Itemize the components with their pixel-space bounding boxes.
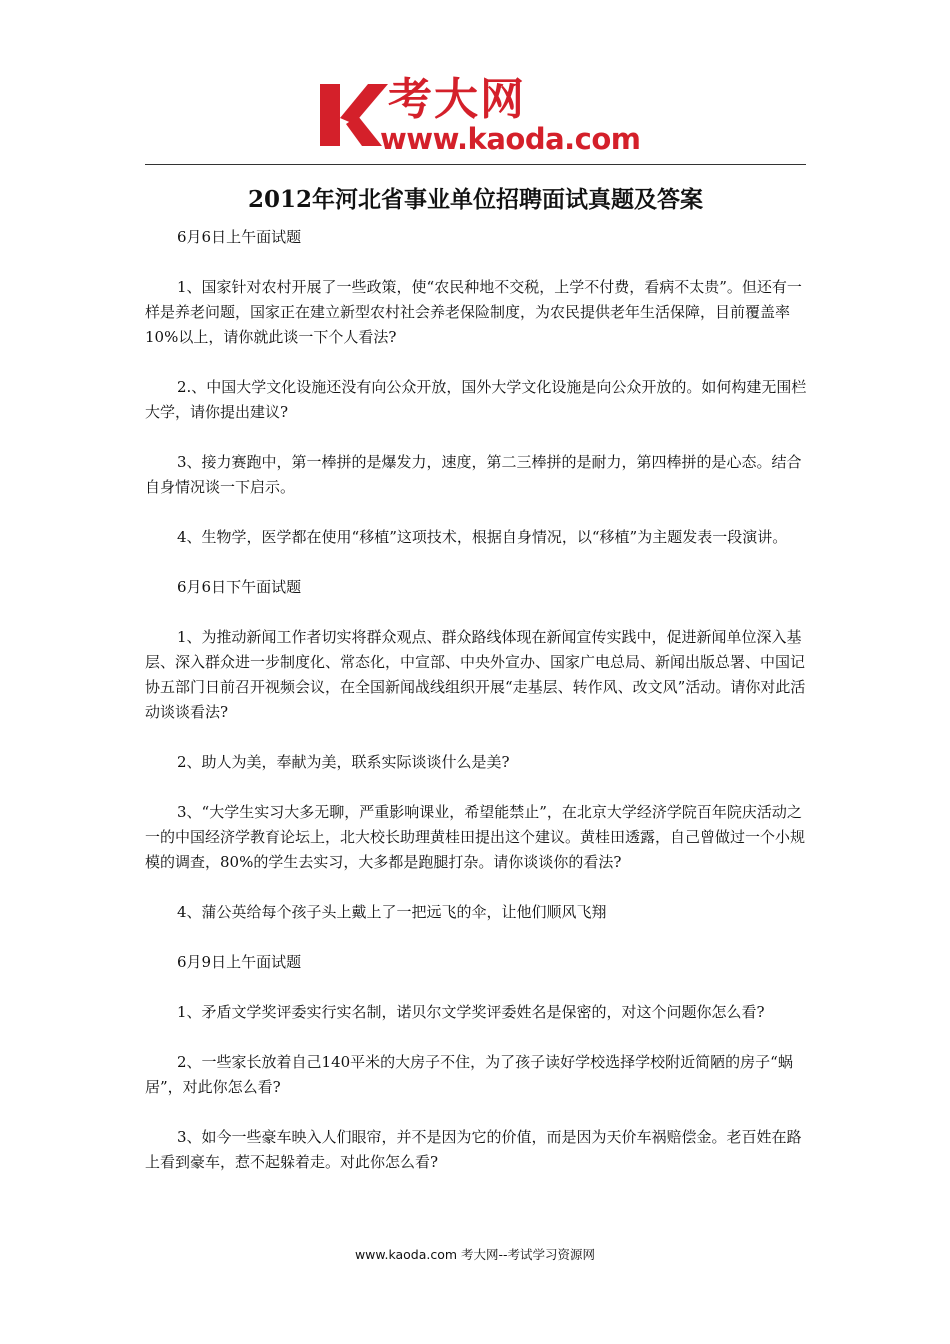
page-footer: www.kaoda.com 考大网--考试学习资源网	[354, 1247, 596, 1262]
question-paragraph: 3、“大学生实习大多无聊，严重影响课业，希望能禁止”，在北京大学经济学院百年院庆活动之一的中国经济学教育论坛上，北大校长助理黄桂田提出这个建议。黄桂田透露，自己曾做过一个小规模的调查，80%的学生去实习，大多都是跑腿打杂。请你谈谈你的看法?	[145, 803, 806, 871]
question-paragraph: 1、为推动新闻工作者切实将群众观点、群众路线体现在新闻宣传实践中，促进新闻单位深入基层、深入群众进一步制度化、常态化，中宣部、中央外宣办、国家广电总局、新闻出版总署、中国记协五部门日前召开视频会议，在全国新闻战线组织开展“走基层、转作风、改文风”活动。请你对此活动谈谈看法?	[145, 628, 806, 721]
question-paragraph: 4、蒲公英给每个孩子头上戴上了一把远飞的伞，让他们顺风飞翔	[177, 903, 607, 921]
question-paragraph: 3、接力赛跑中，第一棒拼的是爆发力，速度，第二三棒拼的是耐力，第四棒拼的是心态。结合自身情况谈一下启示。	[145, 453, 802, 496]
logo-url: www.kaoda.com	[380, 122, 641, 156]
section-heading: 6月6日上午面试题	[177, 228, 302, 246]
logo-chinese-name: 考大网	[388, 74, 526, 125]
k-logo-icon	[318, 80, 388, 152]
question-paragraph: 2、助人为美，奉献为美，联系实际谈谈什么是美?	[177, 753, 510, 771]
header-divider	[145, 164, 806, 165]
document-body	[145, 225, 809, 1200]
section-heading: 6月6日下午面试题	[177, 578, 302, 596]
question-paragraph: 2.、中国大学文化设施还没有向公众开放，国外大学文化设施是向公众开放的。如何构建无围栏大学，请你提出建议?	[145, 378, 807, 421]
question-paragraph: 1、国家针对农村开展了一些政策，使“农民种地不交税，上学不付费，看病不太贵”。但还有一样是养老问题，国家正在建立新型农村社会养老保险制度，为农民提供老年生活保障，目前覆盖率10%以上，请你就此谈一下个人看法?	[145, 278, 802, 346]
question-paragraph: 2、一些家长放着自己140平米的大房子不住，为了孩子读好学校选择学校附近简陋的房子“蜗居”，对此你怎么看?	[145, 1053, 793, 1096]
question-paragraph: 1、矛盾文学奖评委实行实名制，诺贝尔文学奖评委姓名是保密的，对这个问题你怎么看?	[177, 1003, 765, 1021]
question-paragraph: 4、生物学，医学都在使用“移植”这项技术，根据自身情况，以“移植”为主题发表一段演讲。	[177, 528, 788, 546]
site-logo	[318, 74, 641, 158]
question-paragraph: 3、如今一些豪车映入人们眼帘，并不是因为它的价值，而是因为天价车祸赔偿金。老百姓在路上看到豪车，惹不起躲着走。对此你怎么看?	[145, 1128, 802, 1171]
page-title: 2012年河北省事业单位招聘面试真题及答案	[247, 186, 703, 213]
section-heading: 6月9日上午面试题	[177, 953, 302, 971]
